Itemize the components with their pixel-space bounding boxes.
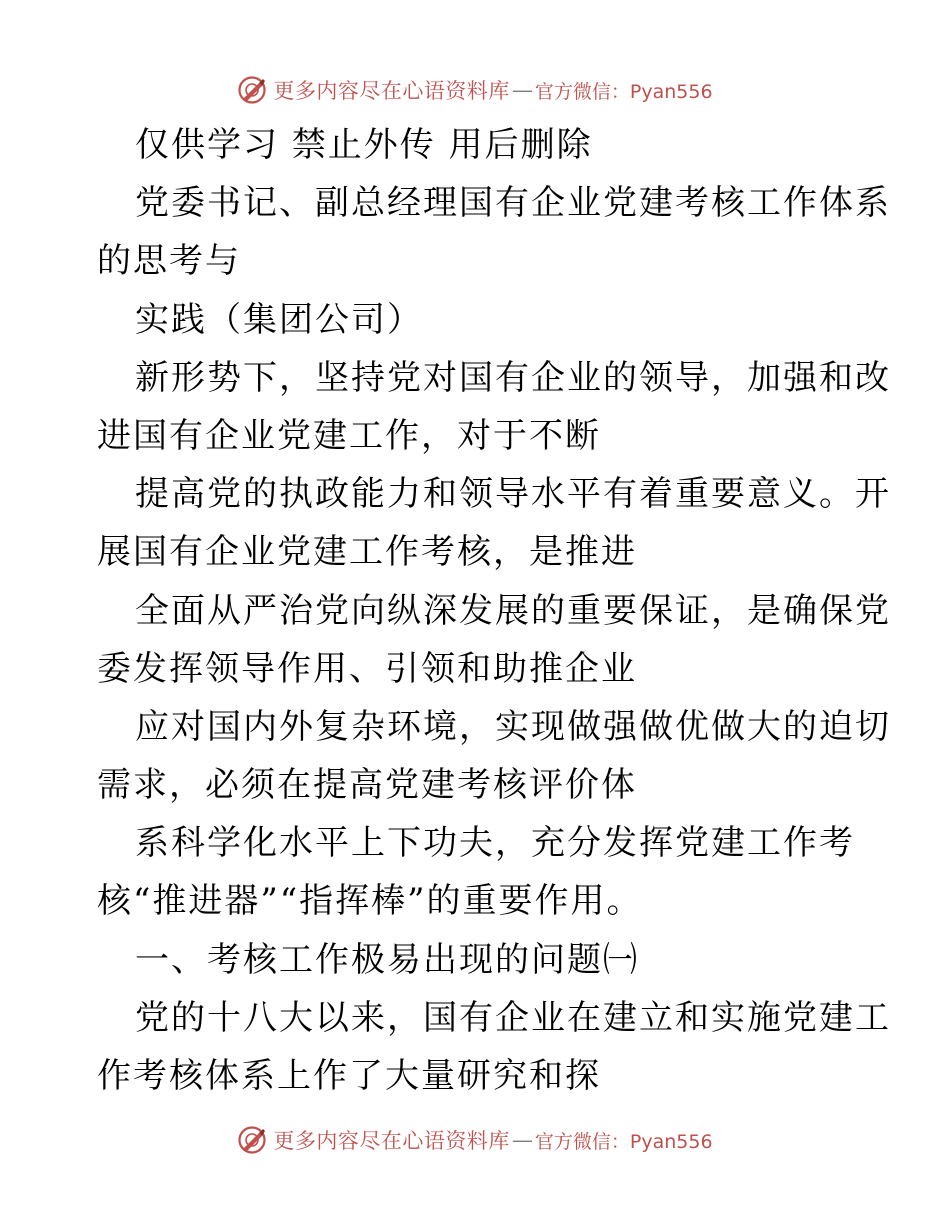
banner-separator: — [511, 78, 533, 102]
text-line-10: 委发挥领导作用、引领和助推企业 [97, 648, 637, 689]
text-line-7: 提高党的执政能力和领导水平有着重要意义。开 [135, 474, 891, 515]
section-heading: 一、考核工作极易出现的问题㈠ [135, 939, 639, 980]
text-line-14: 核“推进器”“指挥棒”的重要作用。 [97, 881, 643, 922]
text-line-1: 仅供学习 禁止外传 用后删除 [135, 125, 593, 165]
text-line-3: 的思考与 [97, 241, 241, 282]
brand-logo-icon [237, 75, 267, 105]
header-watermark-banner [0, 70, 950, 110]
text-line-8: 展国有企业党建工作考核，是推进 [97, 532, 637, 573]
wechat-contact: 官方微信：Pyan556 [534, 80, 713, 103]
document-body [97, 116, 891, 1105]
text-line-16: 党的十八大以来，国有企业在建立和实施党建工 [135, 997, 891, 1038]
banner-separator: — [511, 1128, 533, 1152]
wechat-contact: 官方微信：Pyan556 [534, 1130, 713, 1153]
text-line-13: 系科学化水平上下功夫，充分发挥党建工作考 [135, 823, 855, 864]
text-line-9: 全面从严治党向纵深发展的重要保证，是确保党 [135, 590, 891, 631]
text-line-4: 实践（集团公司） [135, 299, 423, 340]
text-line-12: 需求，必须在提高党建考核评价体 [97, 765, 637, 806]
text-line-11: 应对国内外复杂环境，实现做强做优做大的迫切 [135, 706, 891, 747]
brand-name: 更多内容尽在心语资料库 [273, 1129, 510, 1153]
text-line-5: 新形势下，坚持党对国有企业的领导，加强和改 [135, 357, 891, 398]
footer-watermark-banner [0, 1120, 950, 1160]
text-line-6: 进国有企业党建工作，对于不断 [97, 415, 601, 456]
brand-logo-icon [237, 1125, 267, 1155]
text-line-17: 作考核体系上作了大量研究和探 [97, 1056, 601, 1096]
text-line-2: 党委书记、副总经理国有企业党建考核工作体系 [135, 183, 891, 224]
brand-name: 更多内容尽在心语资料库 [273, 79, 510, 103]
